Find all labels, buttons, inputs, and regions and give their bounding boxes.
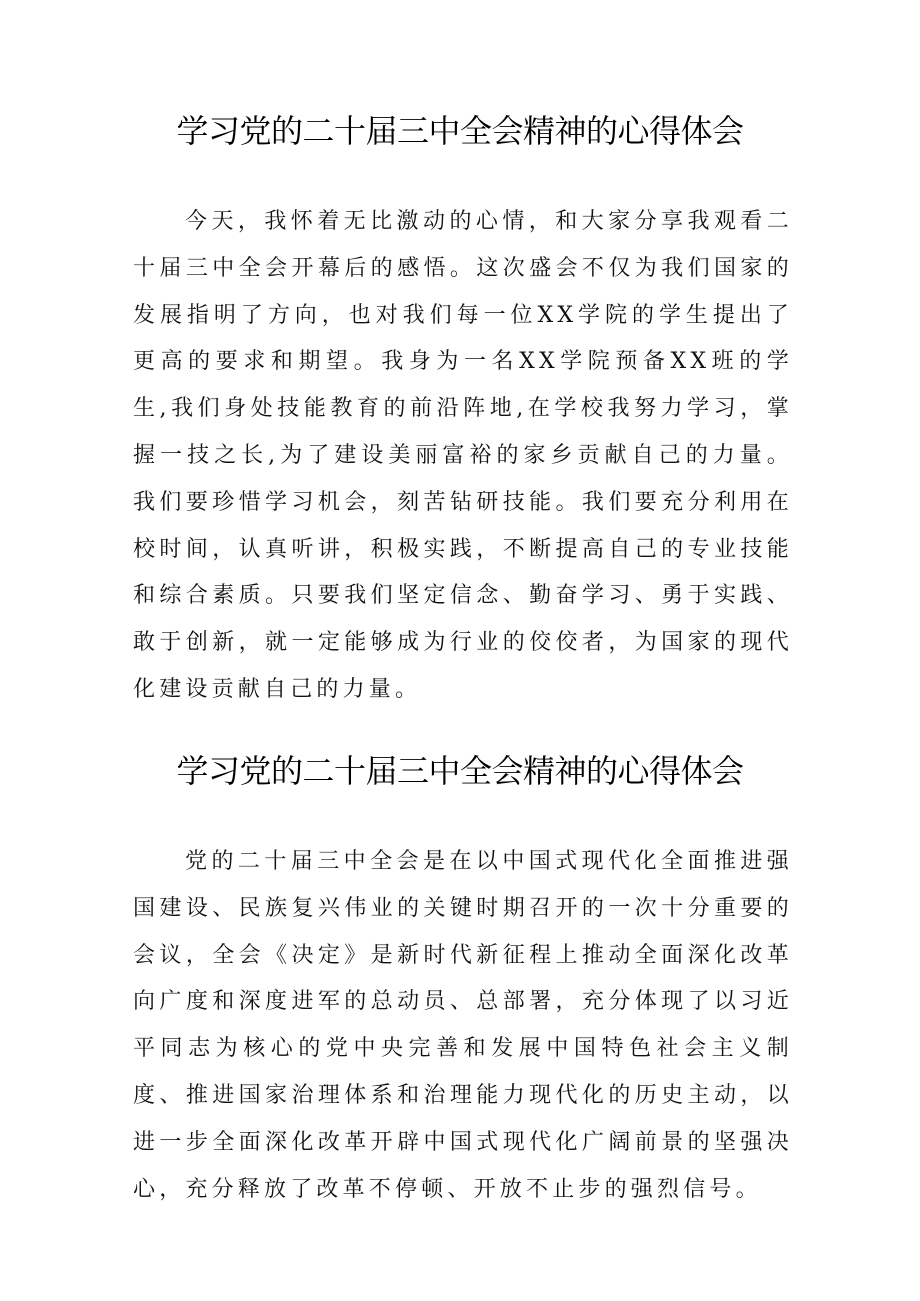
- essay-section-1: [0, 105, 920, 702]
- section-1-title: 学习党的二十届三中全会精神的心得体会: [176, 112, 744, 150]
- essay-section-2: [0, 745, 920, 1202]
- section-2-paragraph: 党的二十届三中全会是在以中国式现代化全面推进强国建设、民族复兴伟业的关键时期召开的一次十分重要的会议，全会《决定》是新时代新征程上推动全面深化改革向广度和深度进军的总动员、总部署，充分体现了以习近平同志为核心的党中央完善和发展中国特色社会主义制度、推进国家治理体系和治理能力现代化的历史主动，以进一步全面深化改革开辟中国式现代化广阔前景的坚强决心，充分释放了改革不停顿、开放不止步的强烈信号。: [133, 849, 793, 1202]
- section-2-title: 学习党的二十届三中全会精神的心得体会: [176, 752, 744, 790]
- section-1-paragraph: 今天，我怀着无比激动的心情，和大家分享我观看二十届三中全会开幕后的感悟。这次盛会不仅为我们国家的发展指明了方向，也对我们每一位XX学院的学生提出了更高的要求和期望。我身为一名XX学院预备XX班的学生,我们身处技能教育的前沿阵地,在学校我努力学习，掌握一技之长,为了建设美丽富裕的家乡贡献自己的力量。我们要珍惜学习机会，刻苦钻研技能。我们要充分利用在校时间，认真听讲，积极实践，不断提高自己的专业技能和综合素质。只要我们坚定信念、勤奋学习、勇于实践、敢于创新，就一定能够成为行业的佼佼者，为国家的现代化建设贡献自己的力量。: [133, 209, 793, 702]
